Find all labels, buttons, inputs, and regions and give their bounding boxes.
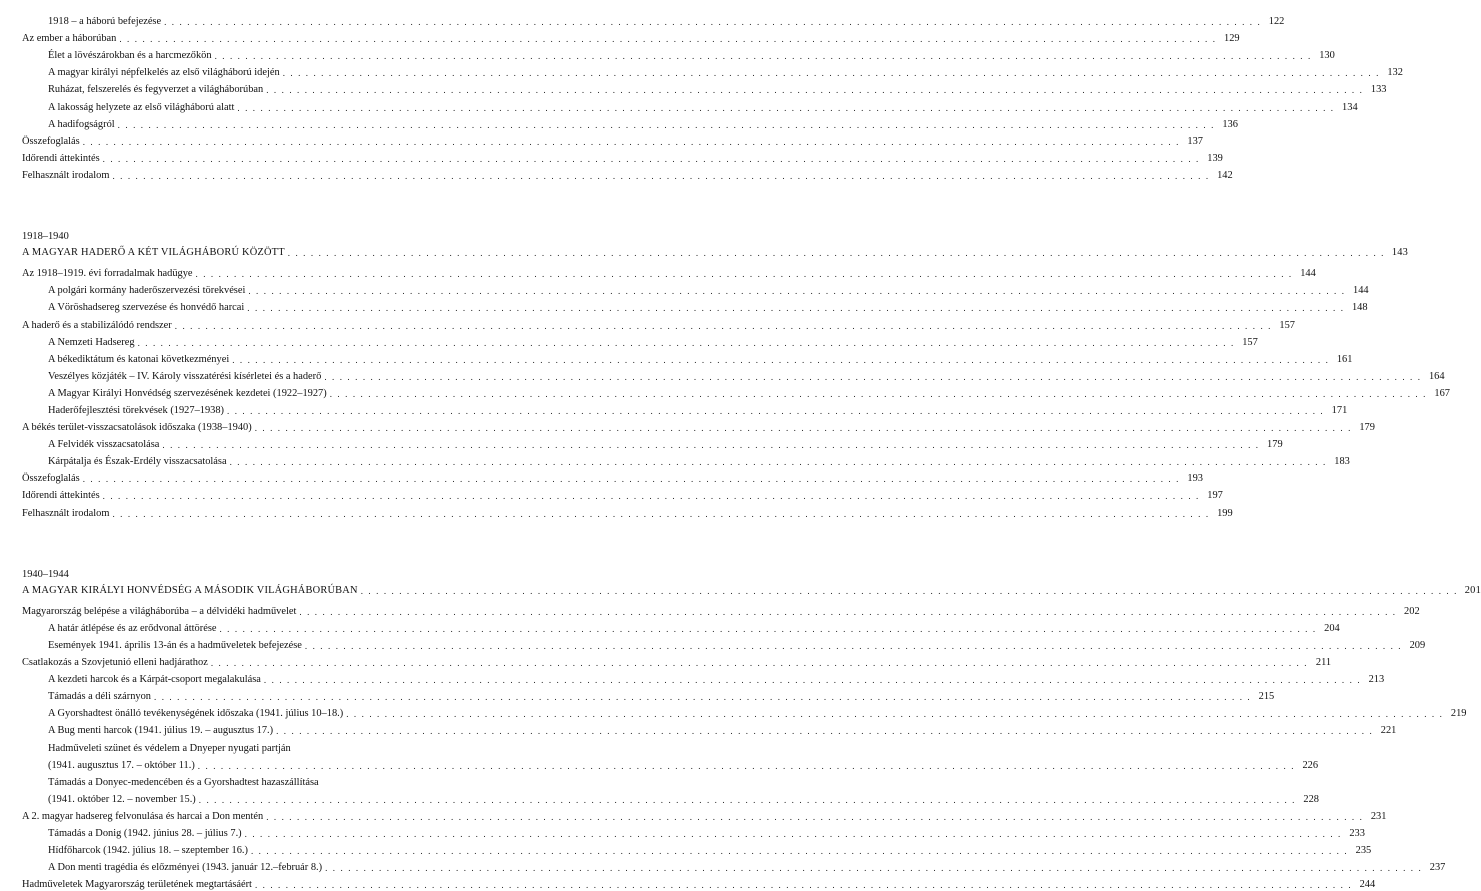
toc-entry[interactable] <box>22 772 559 789</box>
dot-leader <box>299 606 1396 618</box>
page-number: 199 <box>1217 507 1233 519</box>
toc-entry[interactable] <box>22 314 1295 331</box>
page-number: 157 <box>1279 319 1295 331</box>
entry-title: A Nemzeti Hadsereg <box>48 336 135 348</box>
dot-leader <box>288 247 1385 259</box>
entry-title: Élet a lövészárokban és a harcmezőkön <box>48 50 212 62</box>
toc-entry[interactable] <box>22 79 1387 96</box>
entry-title: Összefoglalás <box>22 135 80 147</box>
page-number: 244 <box>1359 879 1376 891</box>
section-gap <box>22 182 559 225</box>
dot-leader <box>266 84 1363 96</box>
dot-leader <box>237 102 1334 114</box>
entry-title: Felhasznált irodalom <box>22 507 110 519</box>
page-number: 142 <box>1217 169 1233 181</box>
dot-leader <box>198 760 1295 772</box>
dot-leader <box>330 388 1427 400</box>
dot-leader <box>118 119 1215 131</box>
entry-title: Kárpátalja és Észak-Erdély visszacsatolása <box>48 456 227 468</box>
dot-leader <box>266 811 1363 823</box>
entry-title: (1941. augusztus 17. – október 11.) <box>48 759 195 771</box>
page-number: 167 <box>1434 387 1450 399</box>
dot-leader <box>245 828 1342 840</box>
dot-leader <box>175 320 1272 332</box>
section-year: 1918–1940 <box>22 231 69 243</box>
toc-entry[interactable] <box>22 165 1233 182</box>
toc-entry[interactable] <box>22 417 1375 434</box>
page-number: 201 <box>1464 584 1481 596</box>
entry-title: A Magyar Királyi Honvédség szervezésének kezdetei (1922–1927) <box>48 387 327 399</box>
toc-entry[interactable] <box>22 28 1240 45</box>
dot-leader <box>283 67 1380 79</box>
toc-entry[interactable] <box>22 280 1369 297</box>
toc-entry[interactable] <box>22 652 1332 669</box>
entry-title: Időrendi áttekintés <box>22 152 100 164</box>
page-number: 134 <box>1342 101 1358 113</box>
dot-leader <box>138 337 1235 349</box>
page-number: 213 <box>1368 674 1385 686</box>
page-number: 219 <box>1450 708 1467 720</box>
page-number: 233 <box>1349 828 1365 840</box>
toc-entry[interactable] <box>22 874 1376 891</box>
page-number: 132 <box>1387 67 1403 79</box>
page-number: 137 <box>1187 135 1203 147</box>
page-number: 143 <box>1391 247 1409 259</box>
dot-leader <box>248 285 1345 297</box>
toc-items-1940-1944 <box>22 601 1467 891</box>
toc-entry[interactable] <box>22 263 1316 280</box>
entry-title: Támadás a déli szárnyon <box>48 691 151 703</box>
entry-title: A Don menti tragédia és előzményei (1943. január 12.–február 8.) <box>48 862 323 874</box>
dot-leader <box>215 50 1312 62</box>
entry-title: A 2. magyar hadsereg felvonulása és harcai a Don mentén <box>22 810 264 822</box>
page-number: 226 <box>1302 759 1319 771</box>
entry-title: A Felvidék visszacsatolása <box>48 439 160 451</box>
page-number: 193 <box>1187 473 1203 485</box>
dot-leader <box>103 490 1200 502</box>
toc-entry[interactable] <box>22 383 1450 400</box>
page-number: 144 <box>1353 285 1369 297</box>
page-number: 215 <box>1258 691 1275 703</box>
toc-entry[interactable] <box>22 451 1350 468</box>
dot-leader <box>227 405 1324 417</box>
entry-title: A haderő és a stabilizálódó rendszer <box>22 319 172 331</box>
toc-entry[interactable] <box>22 635 1426 652</box>
page-number: 237 <box>1429 862 1446 874</box>
dot-leader <box>346 708 1443 720</box>
entry-title: A Gyorshadtest önálló tevékenységének időszaka (1941. július 10–18.) <box>48 708 344 720</box>
page-number: 133 <box>1370 84 1387 96</box>
page-number: 148 <box>1351 302 1368 314</box>
toc-entry[interactable] <box>22 62 1403 79</box>
entry-title: A polgári kormány haderőszervezési törekvései <box>48 285 246 297</box>
toc-entry[interactable] <box>22 857 1446 874</box>
toc-entry[interactable] <box>22 96 1358 113</box>
page-number: 179 <box>1359 422 1375 434</box>
dot-leader <box>112 170 1209 182</box>
dot-leader <box>251 845 1348 857</box>
page-number: 144 <box>1300 268 1316 280</box>
dot-leader <box>164 16 1261 28</box>
section-year: 1940–1944 <box>22 568 69 580</box>
dot-leader <box>230 456 1327 468</box>
section-gap <box>22 520 559 563</box>
section-heading-row[interactable] <box>22 580 1481 597</box>
toc-entry[interactable] <box>22 366 1445 383</box>
dot-leader <box>83 136 1180 148</box>
entry-title: A határ átlépése és az erődvonal áttörése <box>48 622 217 634</box>
toc-entry[interactable] <box>22 703 1467 720</box>
dot-leader <box>264 674 1361 686</box>
toc-entry[interactable] <box>22 823 1365 840</box>
toc-entry[interactable] <box>22 669 1385 686</box>
toc-entry[interactable] <box>22 434 1283 451</box>
dot-leader <box>154 691 1251 703</box>
toc-entry[interactable] <box>22 686 1275 703</box>
entry-title: Hadműveletek Magyarország területének megtartásáért <box>22 879 252 891</box>
toc-entry[interactable] <box>22 468 1203 485</box>
dot-leader <box>112 508 1209 520</box>
toc-entry[interactable] <box>22 148 1223 165</box>
entry-title: A Bug menti harcok (1941. július 19. – augusztus 17.) <box>48 725 274 737</box>
page-number: 228 <box>1303 793 1319 805</box>
dot-leader <box>325 862 1422 874</box>
dot-leader <box>247 302 1344 314</box>
page-number: 183 <box>1334 456 1350 468</box>
dot-leader <box>196 268 1293 280</box>
toc-entry[interactable] <box>22 349 1353 366</box>
section-heading-row[interactable] <box>22 242 1409 259</box>
page-number: 129 <box>1224 33 1240 45</box>
toc-entry[interactable] <box>22 755 1319 772</box>
dot-leader <box>119 33 1216 45</box>
entry-title: A békés terület-visszacsatolások időszaka (1938–1940) <box>22 422 252 434</box>
toc-entry[interactable] <box>22 840 1372 857</box>
entry-title: A magyar királyi népfelkelés az első világháború idején <box>48 67 280 79</box>
entry-title: (1941. október 12. – november 15.) <box>48 793 196 805</box>
page-number: 179 <box>1267 439 1283 451</box>
page-number: 204 <box>1324 622 1340 634</box>
toc-entry[interactable] <box>22 332 1258 349</box>
entry-title: Összefoglalás <box>22 473 80 485</box>
entry-title: Haderőfejlesztési törekvések (1927–1938) <box>48 404 225 416</box>
page-number: 157 <box>1242 336 1258 348</box>
dot-leader <box>361 585 1458 597</box>
entry-title: A lakosság helyzete az első világháború alatt <box>48 101 235 113</box>
entry-title: A kezdeti harcok és a Kárpát-csoport megalakulása <box>48 674 261 686</box>
page-number: 209 <box>1409 640 1426 651</box>
table-of-contents <box>22 11 1481 891</box>
entry-title: Támadás a Donig (1942. június 28. – július 7.) <box>48 828 242 840</box>
page-number: 161 <box>1336 353 1353 365</box>
toc-entry[interactable] <box>22 502 1233 519</box>
toc-items-1918-1940 <box>22 263 1450 519</box>
toc-entry[interactable] <box>22 789 1319 806</box>
dot-leader <box>211 657 1308 669</box>
dot-leader <box>219 623 1316 635</box>
dot-leader <box>103 153 1200 165</box>
entry-title: Felhasznált irodalom <box>22 169 110 181</box>
entry-title: A hadifogságról <box>48 118 115 130</box>
toc-entry[interactable] <box>22 400 1348 417</box>
toc-entry[interactable] <box>22 114 1238 131</box>
section-1940-1944 <box>22 563 1481 891</box>
section-1918-1940 <box>22 225 1450 520</box>
toc-entry[interactable] <box>22 618 1340 635</box>
page-number: 136 <box>1222 118 1238 130</box>
page-number: 139 <box>1207 152 1223 164</box>
dot-leader <box>324 371 1421 383</box>
dot-leader <box>276 725 1373 737</box>
entry-title: Magyarország belépése a világháborúba – a délvidéki hadművelet <box>22 605 297 617</box>
entry-title: Időrendi áttekintés <box>22 490 100 502</box>
section-heading: A MAGYAR KIRÁLYI HONVÉDSÉG A MÁSODIK VILÁGHÁBORÚBAN <box>22 584 358 596</box>
toc-entry[interactable] <box>22 131 1203 148</box>
entry-title: Támadás a Donyec-medencében és a Gyorshadtest hazaszállítása <box>48 776 319 788</box>
dot-leader <box>232 354 1329 366</box>
page-number: 197 <box>1207 490 1223 502</box>
entry-title: Hadműveleti szünet és védelem a Dnyeper nyugati partján <box>48 742 291 754</box>
page-number: 235 <box>1355 845 1372 857</box>
page-number: 130 <box>1319 50 1335 62</box>
toc-entry[interactable] <box>22 601 1420 618</box>
entry-title: A békediktátum és katonai következményei <box>48 353 230 365</box>
entry-title: Az 1918–1919. évi forradalmak hadügye <box>22 268 193 280</box>
toc-entry[interactable] <box>22 737 559 754</box>
page-number: 221 <box>1380 725 1397 737</box>
dot-leader <box>305 640 1402 652</box>
entry-title: Hídfőharcok (1942. július 18. – szeptember 16.) <box>48 845 248 857</box>
page-number: 231 <box>1370 810 1387 822</box>
toc-block-wwi <box>22 11 1403 182</box>
entry-title: Események 1941. április 13-án és a hadműveletek befejezése <box>48 640 302 651</box>
entry-title: A Vöröshadsereg szervezése és honvédő harcai <box>48 302 245 314</box>
page-number: 164 <box>1428 370 1445 382</box>
entry-title: Csatlakozás a Szovjetunió elleni hadjárathoz <box>22 657 208 669</box>
toc-entry[interactable] <box>22 720 1397 737</box>
page-number: 202 <box>1404 605 1420 617</box>
dot-leader <box>83 473 1180 485</box>
entry-title: Veszélyes közjáték – IV. Károly visszatérési kísérletei és a haderő <box>48 370 322 382</box>
dot-leader <box>255 422 1352 434</box>
section-heading: A MAGYAR HADERŐ A KÉT VILÁGHÁBORÚ KÖZÖTT <box>22 247 285 259</box>
toc-entry[interactable] <box>22 297 1368 314</box>
dot-leader <box>199 794 1296 806</box>
toc-entry[interactable] <box>22 485 1223 502</box>
page-number: 171 <box>1331 404 1348 416</box>
dot-leader <box>162 439 1259 451</box>
dot-leader <box>255 879 1352 891</box>
entry-title: Az ember a háborúban <box>22 33 117 45</box>
toc-entry[interactable] <box>22 11 1285 28</box>
entry-title: Ruházat, felszerelés és fegyverzet a világháborúban <box>48 84 264 96</box>
page-number: 211 <box>1315 657 1332 669</box>
toc-entry[interactable] <box>22 45 1335 62</box>
entry-title: 1918 – a háború befejezése <box>48 16 162 28</box>
toc-entry[interactable] <box>22 806 1387 823</box>
page-number: 122 <box>1268 16 1285 28</box>
